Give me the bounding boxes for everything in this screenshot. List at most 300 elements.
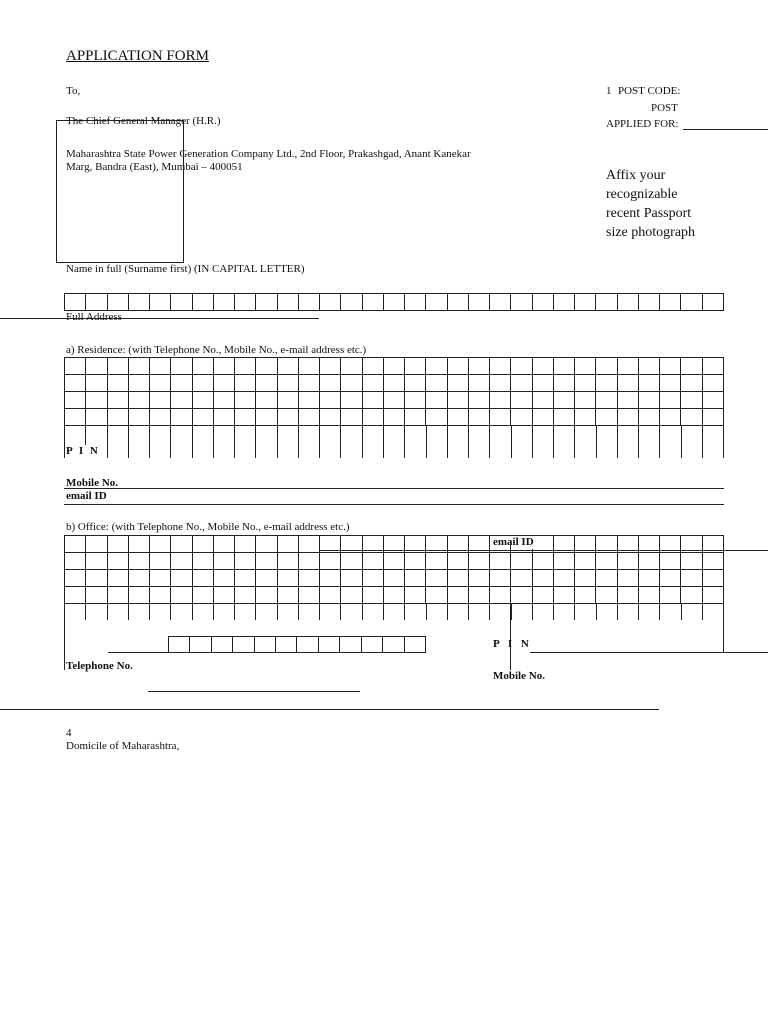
input-box-cell[interactable] [660,553,681,570]
input-box-cell[interactable] [108,375,129,392]
input-box-cell[interactable] [65,375,86,392]
input-box-cell[interactable] [703,392,724,409]
input-box-cell[interactable] [278,294,299,311]
input-box-cell[interactable] [108,409,129,426]
input-box-cell[interactable] [299,294,320,311]
input-box-cell[interactable] [320,375,341,392]
input-box-cell[interactable] [65,409,86,426]
input-box-cell[interactable] [214,392,235,409]
photo-line-4: size photograph [606,225,696,240]
input-box-cell[interactable] [256,294,277,311]
input-box-cell[interactable] [171,392,192,409]
input-box-cell[interactable] [363,587,384,604]
input-box-cell[interactable] [554,392,575,409]
input-box-cell[interactable] [297,637,318,653]
input-box-cell[interactable] [150,294,171,311]
input-box-cell[interactable] [256,536,277,553]
input-box-cell[interactable] [469,294,490,311]
input-box-cell[interactable] [299,358,320,375]
input-box-cell[interactable] [278,392,299,409]
input-box-cell[interactable] [554,409,575,426]
full-address-line [0,318,319,319]
input-box-cell[interactable] [703,375,724,392]
input-box-cell[interactable] [618,294,639,311]
input-box-cell[interactable] [341,587,362,604]
input-box-cell[interactable] [490,570,511,587]
input-box-cell[interactable] [384,587,405,604]
box-divider-tick [618,603,639,620]
input-box-cell[interactable] [554,358,575,375]
input-box-cell[interactable] [490,553,511,570]
input-box-cell[interactable] [533,294,554,311]
input-box-cell[interactable] [235,358,256,375]
input-box-cell[interactable] [341,294,362,311]
input-box-cell[interactable] [660,294,681,311]
input-box-cell[interactable] [639,294,660,311]
input-box-cell[interactable] [681,392,702,409]
box-divider-tick [512,425,533,458]
input-box-cell[interactable] [426,358,447,375]
input-box-cell[interactable] [596,375,617,392]
input-box-cell[interactable] [108,392,129,409]
addressee-text: The Chief General Manager (H.R.) [66,115,221,127]
input-box-cell[interactable] [448,409,469,426]
input-box-cell[interactable] [108,536,129,553]
input-box-cell[interactable] [86,294,107,311]
input-box-cell[interactable] [618,358,639,375]
residence-email-line[interactable] [64,504,724,505]
input-box-cell[interactable] [276,637,297,653]
input-box-cell[interactable] [86,358,107,375]
input-box-cell[interactable] [618,570,639,587]
input-box-cell[interactable] [490,587,511,604]
input-box-cell[interactable] [171,375,192,392]
input-box-cell[interactable] [299,375,320,392]
input-box-cell[interactable] [469,358,490,375]
input-box-cell[interactable] [639,553,660,570]
input-box-cell[interactable] [405,375,426,392]
input-box-cell[interactable] [171,409,192,426]
input-box-cell[interactable] [384,570,405,587]
input-box-cell[interactable] [150,553,171,570]
input-box-cell[interactable] [490,409,511,426]
input-box-cell[interactable] [618,553,639,570]
input-box-cell[interactable] [405,294,426,311]
input-box-cell[interactable] [448,570,469,587]
input-box-cell[interactable] [511,587,532,604]
office-pin-line[interactable] [530,652,768,653]
input-box-cell[interactable] [150,587,171,604]
input-box-cell[interactable] [193,409,214,426]
input-box-cell[interactable] [108,587,129,604]
input-box-cell[interactable] [256,409,277,426]
input-box-cell[interactable] [299,409,320,426]
input-box-cell[interactable] [618,392,639,409]
input-box-cell[interactable] [129,553,150,570]
input-box-cell[interactable] [533,392,554,409]
input-box-cell[interactable] [65,358,86,375]
input-box-cell[interactable] [511,358,532,375]
residence-boxes[interactable] [64,357,724,426]
input-box-cell[interactable] [129,392,150,409]
input-box-cell[interactable] [596,553,617,570]
input-box-cell[interactable] [426,587,447,604]
input-box-cell[interactable] [255,637,276,653]
input-box-cell[interactable] [299,587,320,604]
input-box-cell[interactable] [469,409,490,426]
input-box-cell[interactable] [384,409,405,426]
input-box-cell[interactable] [108,570,129,587]
input-box-cell[interactable] [150,375,171,392]
input-box-cell[interactable] [511,375,532,392]
input-box-cell[interactable] [299,570,320,587]
input-box-cell[interactable] [129,375,150,392]
input-box-cell[interactable] [65,392,86,409]
input-box-cell[interactable] [660,392,681,409]
input-box-cell[interactable] [235,392,256,409]
input-box-cell[interactable] [278,536,299,553]
input-box-cell[interactable] [108,553,129,570]
input-box-cell[interactable] [469,587,490,604]
input-box-cell[interactable] [575,392,596,409]
input-box-cell[interactable] [448,392,469,409]
to-label: To, [66,85,81,97]
input-box-cell[interactable] [341,392,362,409]
input-box-cell[interactable] [596,570,617,587]
input-box-cell[interactable] [341,358,362,375]
input-box-cell[interactable] [193,570,214,587]
input-box-cell[interactable] [596,409,617,426]
company-address-line-1: Maharashtra State Power Generation Company Ltd., 2nd Floor, Prakashgad, Anant Kanekar [66,148,471,160]
box-divider-tick [384,603,405,620]
input-box-cell[interactable] [320,587,341,604]
input-box-cell[interactable] [384,358,405,375]
input-box-cell[interactable] [341,409,362,426]
input-box-cell[interactable] [233,637,254,653]
input-box-cell[interactable] [405,392,426,409]
input-box-cell[interactable] [193,358,214,375]
input-box-cell[interactable] [86,587,107,604]
office-boxes[interactable] [64,535,724,604]
input-box-cell[interactable] [575,587,596,604]
input-box-cell[interactable] [448,553,469,570]
input-box-cell[interactable] [618,587,639,604]
input-box-cell[interactable] [278,553,299,570]
input-box-cell[interactable] [171,570,192,587]
input-box-cell[interactable] [193,392,214,409]
input-box-cell[interactable] [65,570,86,587]
input-box-cell[interactable] [448,375,469,392]
input-box-cell[interactable] [426,392,447,409]
input-box-cell[interactable] [575,294,596,311]
input-box-cell[interactable] [448,358,469,375]
input-box-cell[interactable] [703,570,724,587]
input-box-cell[interactable] [278,570,299,587]
input-box-cell[interactable] [363,392,384,409]
input-box-cell[interactable] [235,409,256,426]
input-box-cell[interactable] [405,358,426,375]
input-box-cell[interactable] [150,392,171,409]
input-box-cell[interactable] [490,392,511,409]
input-box-cell[interactable] [363,570,384,587]
input-box-cell[interactable] [193,587,214,604]
input-box-cell[interactable] [320,409,341,426]
input-box-cell[interactable] [65,553,86,570]
input-box-cell[interactable] [681,570,702,587]
input-box-cell[interactable] [575,409,596,426]
input-box-cell[interactable] [639,570,660,587]
input-box-cell[interactable] [363,409,384,426]
input-box-cell[interactable] [320,392,341,409]
input-box-cell[interactable] [235,553,256,570]
input-box-cell[interactable] [256,392,277,409]
input-box-cell[interactable] [129,409,150,426]
input-box-cell[interactable] [256,553,277,570]
input-box-cell[interactable] [384,294,405,311]
input-box-cell[interactable] [171,587,192,604]
input-box-cell[interactable] [171,536,192,553]
input-box-cell[interactable] [214,294,235,311]
box-divider-tick [575,603,596,620]
input-box-cell[interactable] [554,587,575,604]
input-box-cell[interactable] [278,358,299,375]
input-box-cell[interactable] [469,392,490,409]
input-box-cell[interactable] [65,536,86,553]
input-box-cell[interactable] [363,294,384,311]
input-box-cell[interactable] [554,553,575,570]
input-box-cell[interactable] [299,536,320,553]
input-box-cell[interactable] [681,294,702,311]
input-box-cell[interactable] [341,570,362,587]
input-box-cell[interactable] [469,553,490,570]
input-box-cell[interactable] [212,637,233,653]
office-telephone-boxes[interactable] [168,636,426,653]
box-divider-tick [427,425,448,458]
input-box-cell[interactable] [150,536,171,553]
input-box-cell[interactable] [129,358,150,375]
input-box-cell[interactable] [256,375,277,392]
input-box-cell[interactable] [86,570,107,587]
input-box-cell[interactable] [256,570,277,587]
input-box-cell[interactable] [469,375,490,392]
input-box-cell[interactable] [214,375,235,392]
input-box-cell[interactable] [129,570,150,587]
input-box-cell[interactable] [511,294,532,311]
input-box-cell[interactable] [86,536,107,553]
input-box-cell[interactable] [319,637,340,653]
input-box-cell[interactable] [235,536,256,553]
input-box-cell[interactable] [299,553,320,570]
input-box-cell[interactable] [235,294,256,311]
input-box-cell[interactable] [214,409,235,426]
input-box-cell[interactable] [150,570,171,587]
input-box-cell[interactable] [639,409,660,426]
box-divider-tick [193,603,214,620]
input-box-cell[interactable] [384,375,405,392]
input-box-cell[interactable] [426,409,447,426]
input-box-cell[interactable] [341,375,362,392]
input-box-cell[interactable] [278,375,299,392]
input-box-cell[interactable] [639,375,660,392]
input-box-cell[interactable] [469,570,490,587]
input-box-cell[interactable] [405,637,426,653]
input-box-cell[interactable] [214,553,235,570]
input-box-cell[interactable] [171,553,192,570]
input-box-cell[interactable] [426,570,447,587]
input-box-cell[interactable] [363,553,384,570]
input-box-cell[interactable] [150,409,171,426]
input-box-cell[interactable] [703,409,724,426]
name-boxes[interactable] [64,293,724,311]
input-box-cell[interactable] [511,553,532,570]
input-box-cell[interactable] [150,358,171,375]
input-box-cell[interactable] [681,375,702,392]
input-box-cell[interactable] [596,358,617,375]
input-box-cell[interactable] [384,553,405,570]
input-box-cell[interactable] [660,358,681,375]
box-divider-tick [150,425,171,458]
input-box-cell[interactable] [363,375,384,392]
input-box-cell[interactable] [448,294,469,311]
input-box-cell[interactable] [214,570,235,587]
input-box-cell[interactable] [214,358,235,375]
input-box-cell[interactable] [171,358,192,375]
input-box-cell[interactable] [278,587,299,604]
input-box-cell[interactable] [490,375,511,392]
input-box-cell[interactable] [190,637,211,653]
input-box-cell[interactable] [533,570,554,587]
box-divider-tick [108,425,129,458]
input-box-cell[interactable] [405,570,426,587]
input-box-cell[interactable] [214,536,235,553]
input-box-cell[interactable] [575,553,596,570]
residence-mobile-line[interactable] [64,488,724,489]
input-box-cell[interactable] [363,358,384,375]
input-box-cell[interactable] [86,392,107,409]
input-box-cell[interactable] [681,553,702,570]
input-box-cell[interactable] [511,570,532,587]
input-box-cell[interactable] [511,392,532,409]
input-box-cell[interactable] [256,587,277,604]
input-box-cell[interactable] [108,294,129,311]
input-box-cell[interactable] [256,358,277,375]
input-box-cell[interactable] [405,409,426,426]
input-box-cell[interactable] [129,587,150,604]
input-box-cell[interactable] [426,294,447,311]
input-box-cell[interactable] [341,553,362,570]
input-box-cell[interactable] [490,358,511,375]
input-box-cell[interactable] [533,587,554,604]
input-box-cell[interactable] [299,392,320,409]
input-box-cell[interactable] [320,358,341,375]
input-box-cell[interactable] [554,375,575,392]
input-box-cell[interactable] [320,553,341,570]
input-box-cell[interactable] [533,375,554,392]
input-box-cell[interactable] [169,637,190,653]
box-divider-tick [171,603,192,620]
input-box-cell[interactable] [362,637,383,653]
input-box-cell[interactable] [426,553,447,570]
input-box-cell[interactable] [129,294,150,311]
input-box-cell[interactable] [235,587,256,604]
input-box-cell[interactable] [405,553,426,570]
input-box-cell[interactable] [639,358,660,375]
input-box-cell[interactable] [660,587,681,604]
input-box-cell[interactable] [639,392,660,409]
input-box-cell[interactable] [660,375,681,392]
input-box-cell[interactable] [383,637,404,653]
input-box-cell[interactable] [448,587,469,604]
input-box-cell[interactable] [340,637,361,653]
input-box-cell[interactable] [703,553,724,570]
input-box-cell[interactable] [490,294,511,311]
input-box-cell[interactable] [171,294,192,311]
input-box-cell[interactable] [575,375,596,392]
input-box-cell[interactable] [533,409,554,426]
input-box-cell[interactable] [575,570,596,587]
input-box-cell[interactable] [65,587,86,604]
input-box-cell[interactable] [681,409,702,426]
input-box-cell[interactable] [703,358,724,375]
input-box-cell[interactable] [703,294,724,311]
input-box-cell[interactable] [596,392,617,409]
applied-for-field[interactable] [683,129,768,130]
input-box-cell[interactable] [681,587,702,604]
input-box-cell[interactable] [384,392,405,409]
box-divider-tick [256,425,277,458]
input-box-cell[interactable] [426,375,447,392]
input-box-cell[interactable] [214,587,235,604]
domicile-label: Domicile of Maharashtra, [66,740,180,752]
post-code-label: POST CODE: [618,85,681,97]
input-box-cell[interactable] [533,358,554,375]
input-box-cell[interactable] [639,587,660,604]
input-box-cell[interactable] [511,409,532,426]
input-box-cell[interactable] [660,409,681,426]
input-box-cell[interactable] [681,358,702,375]
input-box-cell[interactable] [108,358,129,375]
input-box-cell[interactable] [554,570,575,587]
input-box-cell[interactable] [703,587,724,604]
input-box-cell[interactable] [575,358,596,375]
input-box-cell[interactable] [660,570,681,587]
input-box-cell[interactable] [193,375,214,392]
input-box-cell[interactable] [320,570,341,587]
input-box-cell[interactable] [554,294,575,311]
input-box-cell[interactable] [86,375,107,392]
input-box-cell[interactable] [320,294,341,311]
input-box-cell[interactable] [596,294,617,311]
office-telephone-field[interactable] [148,691,360,692]
input-box-cell[interactable] [235,375,256,392]
input-box-cell[interactable] [278,409,299,426]
input-box-cell[interactable] [405,587,426,604]
input-box-cell[interactable] [86,553,107,570]
input-box-cell[interactable] [65,294,86,311]
input-box-cell[interactable] [596,587,617,604]
input-box-cell[interactable] [618,409,639,426]
input-box-cell[interactable] [86,409,107,426]
office-mobile-label: Mobile No. [493,670,545,682]
input-box-cell[interactable] [129,536,150,553]
input-box-cell[interactable] [235,570,256,587]
input-box-cell[interactable] [533,553,554,570]
input-box-cell[interactable] [193,553,214,570]
input-box-cell[interactable] [193,536,214,553]
box-divider-tick [703,603,724,620]
input-box-cell[interactable] [193,294,214,311]
input-box-cell[interactable] [618,375,639,392]
